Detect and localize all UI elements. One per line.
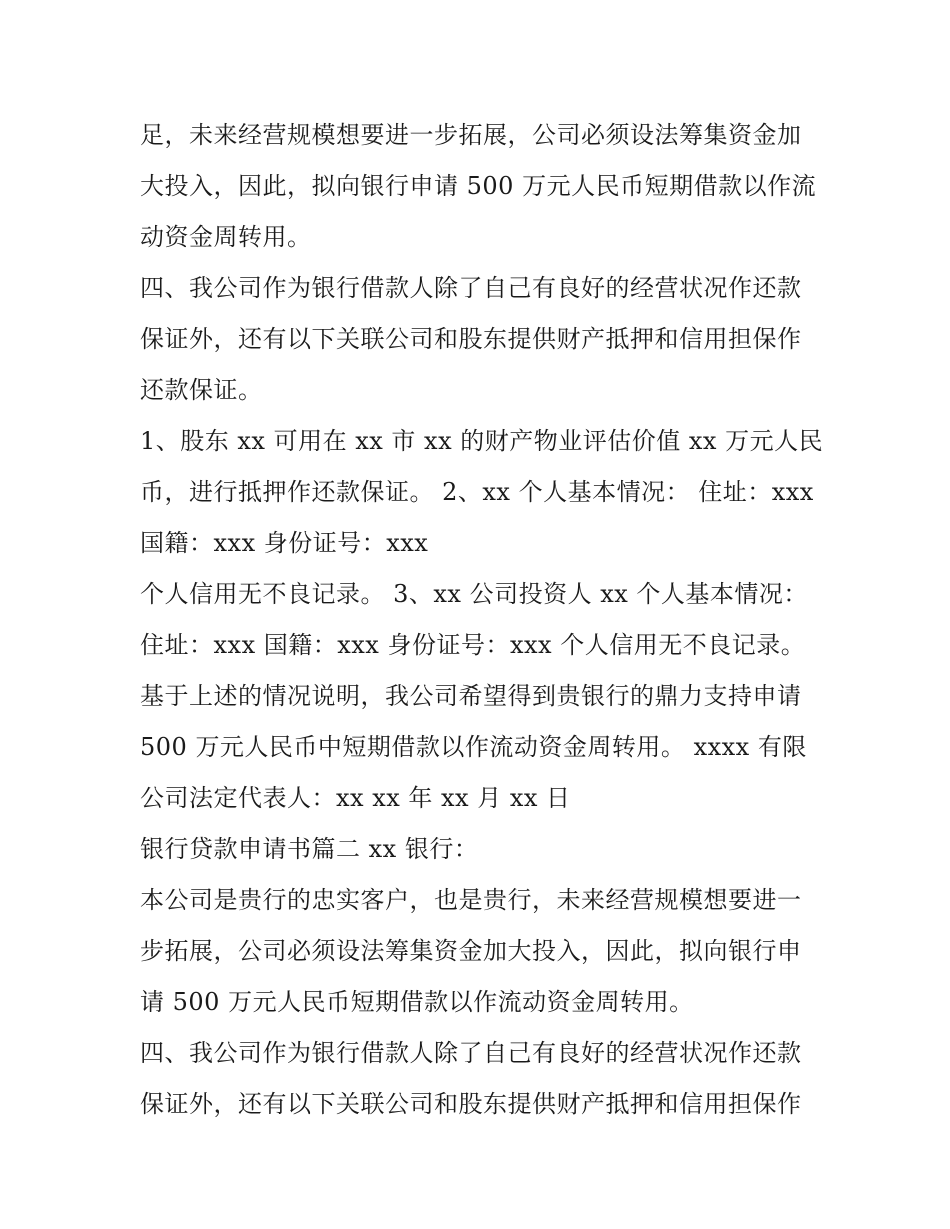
text-line: 请 500 万元人民币短期借款以作流动资金周转用。 — [140, 988, 694, 1016]
text-line: 还款保证。 — [140, 376, 263, 404]
text-line: 足，未来经营规模想要进一步拓展，公司必须设法筹集资金加 — [140, 121, 802, 149]
text-line: 1、股东 xx 可用在 xx 市 xx 的财产物业评估价值 xx 万元人民 — [140, 427, 824, 455]
text-line: 四、我公司作为银行借款人除了自己有良好的经营状况作还款 — [140, 1039, 802, 1067]
text-line: 保证外，还有以下关联公司和股东提供财产抵押和信用担保作 — [140, 1090, 802, 1118]
text-line: 动资金周转用。 — [140, 223, 312, 251]
text-line: 币，进行抵押作还款保证。 2、xx 个人基本情况： 住址：xxx — [140, 478, 814, 506]
text-line: 个人信用无不良记录。 3、xx 公司投资人 xx 个人基本情况： — [140, 580, 808, 608]
text-line: 本公司是贵行的忠实客户，也是贵行，未来经营规模想要进一 — [140, 886, 802, 914]
text-line: 步拓展，公司必须设法筹集资金加大投入，因此，拟向银行申 — [140, 937, 802, 965]
text-line: 500 万元人民币中短期借款以作流动资金周转用。 xxxx 有限 — [140, 733, 807, 761]
text-line: 住址：xxx 国籍：xxx 身份证号：xxx 个人信用无不良记录。 — [140, 631, 806, 659]
text-line: 保证外，还有以下关联公司和股东提供财产抵押和信用担保作 — [140, 325, 802, 353]
text-line: 四、我公司作为银行借款人除了自己有良好的经营状况作还款 — [140, 274, 802, 302]
section-heading-line: 银行贷款申请书篇二 xx 银行： — [140, 835, 479, 863]
text-line: 公司法定代表人：xx xx 年 xx 月 xx 日 — [140, 784, 571, 812]
text-line: 国籍：xxx 身份证号：xxx — [140, 529, 429, 557]
document-body — [140, 110, 824, 1130]
text-line: 大投入，因此，拟向银行申请 500 万元人民币短期借款以作流 — [140, 172, 817, 200]
text-line: 基于上述的情况说明，我公司希望得到贵银行的鼎力支持申请 — [140, 682, 802, 710]
